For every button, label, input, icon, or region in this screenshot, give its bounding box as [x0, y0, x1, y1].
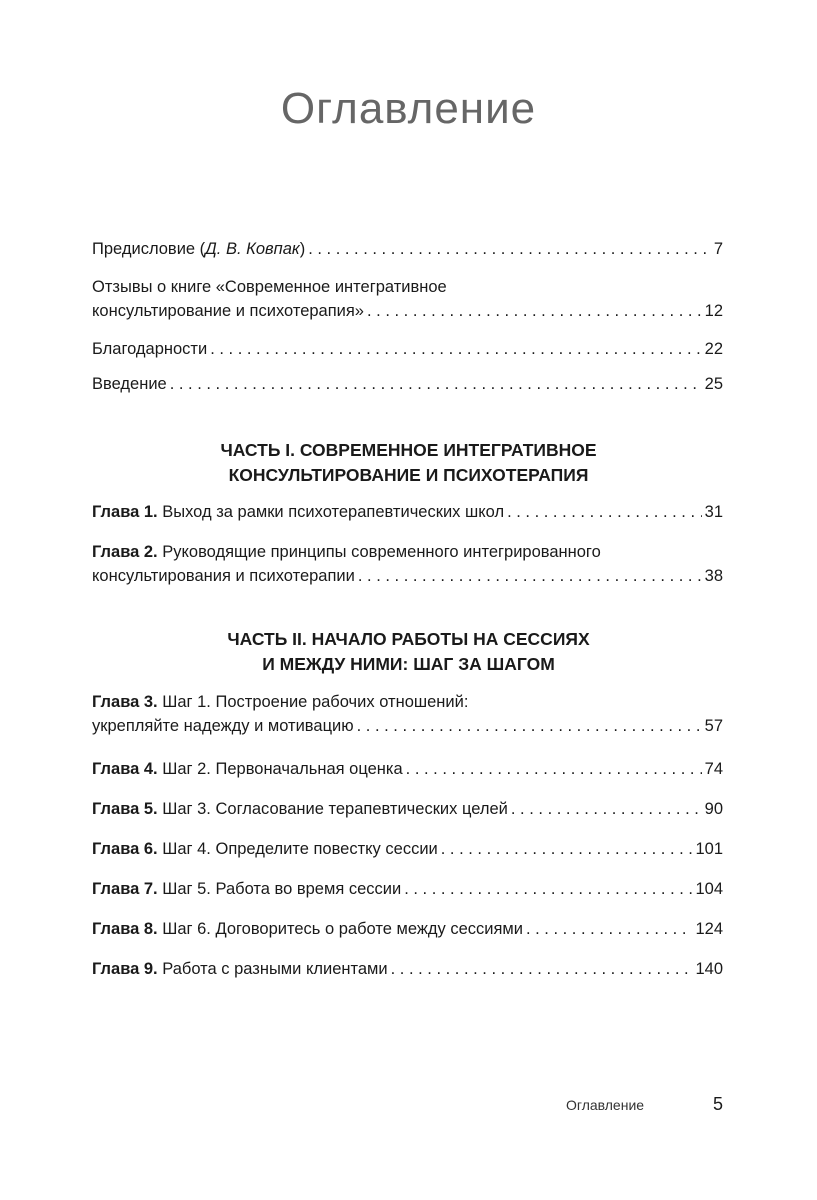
entry-text: Глава 8. Шаг 6. Договоритесь о работе между сессиями [92, 920, 523, 938]
page-number: 12 [704, 302, 723, 320]
leader-dots [210, 337, 701, 361]
leader-dots [391, 957, 693, 981]
page-number: 7 [713, 240, 723, 258]
entry-text: Глава 6. Шаг 4. Определите повестку сессии [92, 840, 438, 858]
page-title: Оглавление [280, 84, 537, 133]
part-1-heading [0, 438, 817, 488]
page-number: 74 [704, 760, 723, 778]
leader-dots [170, 372, 702, 396]
page-number: 25 [704, 375, 723, 393]
toc-chapter-7[interactable] [92, 877, 723, 901]
entry-text: Глава 9. Работа с разными клиентами [92, 960, 388, 978]
running-footer-section: Оглавление [566, 1097, 645, 1113]
running-footer-page-number: 5 [713, 1094, 724, 1114]
part-heading-line: И МЕЖДУ НИМИ: ШАГ ЗА ШАГОМ [262, 654, 555, 674]
entry-text: Предисловие (Д. В. Ковпак) [92, 240, 306, 258]
toc-chapter-8[interactable] [92, 917, 723, 941]
toc-chapter-9[interactable] [92, 957, 723, 981]
leader-dots [358, 564, 702, 588]
page-number: 38 [704, 567, 723, 585]
entry-text: Глава 1. Выход за рамки психотерапевтических школ [92, 503, 505, 521]
toc-chapter-3[interactable] [92, 690, 723, 738]
leader-dots [357, 714, 702, 738]
page-number: 31 [704, 503, 723, 521]
entry-text: Глава 3. Шаг 1. Построение рабочих отношений: [92, 693, 469, 711]
page-number: 140 [695, 960, 723, 978]
part-heading-line: ЧАСТЬ II. НАЧАЛО РАБОТЫ НА СЕССИЯХ [227, 629, 590, 649]
entry-text: укрепляйте надежду и мотивацию [92, 717, 354, 735]
leader-dots [507, 500, 702, 524]
leader-dots [526, 917, 693, 941]
entry-text: Глава 4. Шаг 2. Первоначальная оценка [92, 760, 403, 778]
page-number: 124 [695, 920, 723, 938]
toc-chapter-4[interactable] [92, 757, 723, 781]
toc-chapter-5[interactable] [92, 797, 723, 821]
toc-chapter-2[interactable] [92, 540, 723, 588]
entry-text: Глава 2. Руководящие принципы современного интегрированного [92, 543, 601, 561]
entry-text: Глава 7. Шаг 5. Работа во время сессии [92, 880, 402, 898]
part-heading-line: ЧАСТЬ I. СОВРЕМЕННОЕ ИНТЕГРАТИВНОЕ [220, 440, 597, 460]
leader-dots [406, 757, 702, 781]
entry-text: Глава 5. Шаг 3. Согласование терапевтических целей [92, 800, 508, 818]
toc-entry-reviews[interactable] [92, 275, 723, 323]
page-number: 90 [704, 800, 723, 818]
entry-text: Благодарности [92, 340, 208, 358]
page-number: 22 [704, 340, 723, 358]
leader-dots [511, 797, 702, 821]
toc-entry-preface[interactable] [92, 237, 723, 261]
entry-text: Отзывы о книге «Современное интегративное [92, 278, 447, 296]
entry-text: консультирования и психотерапии [92, 567, 355, 585]
leader-dots [367, 299, 702, 323]
leader-dots [404, 877, 692, 901]
entry-text: консультирование и психотерапия» [92, 302, 364, 320]
page-number: 104 [695, 880, 723, 898]
toc-entry-acknowledgements[interactable] [92, 337, 723, 361]
toc-chapter-6[interactable] [92, 837, 723, 861]
toc-entry-introduction[interactable] [92, 372, 723, 396]
part-2-heading [0, 627, 817, 677]
toc-chapter-1[interactable] [92, 500, 723, 524]
page-number: 101 [695, 840, 723, 858]
leader-dots [308, 237, 711, 261]
entry-text: Введение [92, 375, 167, 393]
leader-dots [441, 837, 693, 861]
page-number: 57 [704, 717, 723, 735]
part-heading-line: КОНСУЛЬТИРОВАНИЕ И ПСИХОТЕРАПИЯ [228, 465, 589, 485]
